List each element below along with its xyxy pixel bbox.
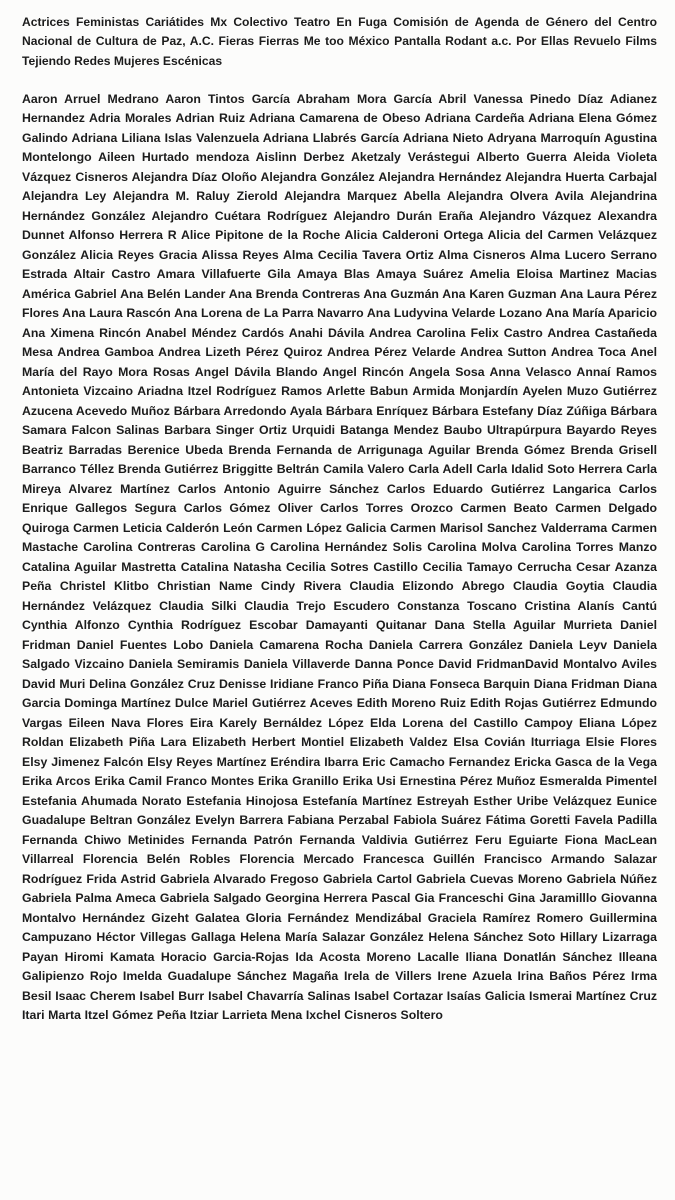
organizations-paragraph: Actrices Feministas Cariátides Mx Colectivo Teatro En Fuga Comisión de Agenda de Género del Centro Nacional de Cultura de Paz, A.C. Fieras Fierras Me too México Pantalla Rodant a.c. Por Ellas Revuelo Films Tejiendo Redes Mujeres Escénicas [22, 15, 657, 68]
signatories-paragraph: Aaron Arruel Medrano Aaron Tintos García Abraham Mora García Abril Vanessa Pinedo Díaz Adianez Hernandez Adria Morales Adrian Ruiz Adriana Camarena de Obeso Adriana Cardeña Adriana Elena Gómez Galindo Adriana Liliana Islas Valenzuela Adriana Llabrés García Adriana Nieto Adryana Marroquín Agustina Montelongo Aileen Hurtado mendoza Aislinn Derbez Aketzaly Verástegui Alberto Guerra Aleida Violeta Vázquez Cisneros Alejandra Díaz Oloño Alejandra González Alejandra Hernández Alejandra Huerta Carbajal Alejandra Ley Alejandra M. Raluy Zierold Alejandra Marquez Abella Alejandra Olvera Avila Alejandrina Hernández González Alejandro Cuétara Rodríguez Alejandro Durán Eraña Alejandro Vázquez Alexandra Dunnet Alfonso Herrera R Alice Pipitone de la Roche Alicia Calderoni Ortega Alicia del Carmen Velázquez González Alicia Reyes Gracia Alissa Reyes Alma Cecilia Tavera Ortiz Alma Cisneros Alma Lucero Serrano Estrada Altair Castro Amara Villafuerte Gila Amaya Blas Amaya Suárez Amelia Eloisa Martinez Macias América Gabriel Ana Belén Lander Ana Brenda Contreras Ana Guzmán Ana Karen Guzman Ana Laura Pérez Flores Ana Laura Rascón Ana Lorena de La Parra Navarro Ana Ludyvina Velarde Lozano Ana María Aparicio Ana Ximena Rincón Anabel Méndez Cardós Anahi Dávila Andrea Carolina Felix Castro Andrea Castañeda Mesa Andrea Gamboa Andrea Lizeth Pérez Quiroz Andrea Pérez Velarde Andrea Sutton Andrea Toca Anel María del Rayo Mora Rosas Angel Dávila Blando Angel Rincón Angela Sosa Anna Velasco Annaí Ramos Antonieta Vizcaino Ariadna Itzel Rodríguez Ramos Arlette Babun Armida Monjardín Ayelen Muzo Gutiérrez Azucena Acevedo Muñoz Bárbara Arredondo Ayala Bárbara Enríquez Bárbara Estefany Díaz Zúñiga Bárbara Samara Falcon Salinas Barbara Singer Ortiz Urquidi Batanga Mendez Baubo Ultrapúrpura Bayardo Reyes Beatriz Barradas Berenice Ubeda Brenda Fernanda de Arrigunaga Aguilar Brenda Gómez Brenda Grisell Barranco Téllez Brenda Gutiérrez Briggitte Beltrán Camila Valero Carla Adell Carla Idalid Soto Herrera Carla Mireya Alvarez Martínez Carlos Antonio Aguirre Sánchez Carlos Eduardo Gutiérrez Langarica Carlos Enrique Gallegos Segura Carlos Gómez Oliver Carlos Torres Orozco Carmen Beato Carmen Delgado Quiroga Carmen Leticia Calderón León Carmen López Galicia Carmen Marisol Sanchez Valderrama Carmen Mastache Carolina Contreras Carolina G Carolina Hernández Solis Carolina Molva Carolina Torres Manzo Catalina Aguilar Mastretta Catalina Natasha Cecilia Sotres Castillo Cecilia Tamayo Cerrucha Cesar Azanza Peña Christel Klitbo Christian Name Cindy Rivera Claudia Elizondo Abrego Claudia Goytia Claudia Hernández Velázquez Claudia Silki Claudia Trejo Escudero Constanza Toscano Cristina Alanís Cantú Cynthia Alfonzo Cynthia Rodríguez Escobar Damayanti Quitanar Dana Stella Aguilar Murrieta Daniel Fridman Daniel Fuentes Lobo Daniela Camarena Rocha Daniela Carrera González Daniela Leyv Daniela Salgado Vizcaino Daniela Semiramis Daniela Villaverde Danna Ponce David FridmanDavid Montalvo Aviles David Muri Delina González Cruz Denisse Iridiane Franco Piña Diana Fonseca Barquin Diana Fridman Diana Garcia Dominga Martínez Dulce Mariel Gutiérrez Aceves Edith Moreno Ruiz Edith Rojas Gutiérrez Edmundo Vargas Eileen Nava Flores Eira Karely Bernáldez López Elda Lorena del Castillo Campoy Eliana López Roldan Elizabeth Piña Lara Elizabeth Herbert Montiel Elizabeth Valdez Elsa Covián Iturriaga Elsie Flores Elsy Jimenez Falcón Elsy Reyes Martínez Eréndira Ibarra Eric Camacho Fernandez Ericka Gasca de la Vega Erika Arcos Erika Camil Franco Montes Erika Granillo Erika Usi Ernestina Pérez Muñoz Esmeralda Pimentel Estefania Ahumada Norato Estefania Hinojosa Estefanía Martínez Estreyah Esther Uribe Velázquez Eunice Guadalupe Beltran González Evelyn Barrera Fabiana Perzabal Fabiola Suárez Fátima Goretti Favela Padilla Fernanda Chiwo Metinides Fernanda Patrón Fernanda Valdivia Gutiérrez Feru Eguiarte Fiona MacLean Villarreal Florencia Belén Robles Florencia Mercado Francesca Guillén Francisco Armando Salazar Rodríguez Frida Astrid Gabriela Alvarado Fregoso Gabriela Cartol Gabriela Cuevas Moreno Gabriela Núñez Gabriela Palma Ameca Gabriela Salgado Georgina Herrera Pascal Gia Franceschi Gina Jaramilllo Giovanna Montalvo Hernández Gizeht Galatea Gloria Fernández Mendizábal Graciela Ramírez Romero Guillermina Campuzano Héctor Villegas Gallaga Helena María Salazar González Helena Sánchez Soto Hillary Lizarraga Payan Hiromi Kamata Horacio Garcia-Rojas Ida Acosta Moreno Lacalle Iliana Donatlán Sánchez Illeana Galipienzo Rojo Imelda Guadalupe Sánchez Magaña Irela de Villers Irene Azuela Irina Baños Pérez Irma Besil Isaac Cherem Isabel Burr Isabel Chavarría Salinas Isabel Cortazar Isaías Galicia Ismerai Martínez Cruz Itari Marta Itzel Gómez Peña Itziar Larrieta Mena Ixchel Cisneros Soltero [22, 91, 657, 1023]
